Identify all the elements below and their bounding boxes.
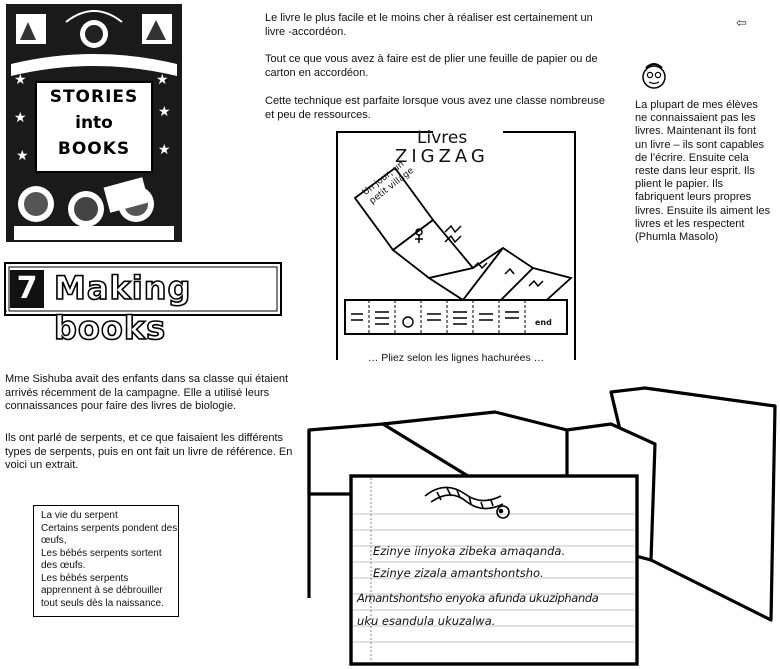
chapter-banner	[4, 262, 282, 347]
teacher-quote: La plupart de mes élèves ne connaissaient pas les livres. Maintenant ils font un livre – ils sont capables de l’écrire. Ensuite cela reste dans leur esprit. Ils plient le papier. Ils fabriquent leurs propres livres. Ensuite ils aiment les livres et les respectent (Phumla Masolo)	[635, 99, 771, 244]
intro-paragraph-3: Cette technique est parfaite lorsque vous avez une classe nombreuse et peu de ressources.	[265, 95, 605, 121]
excerpt-line-4: Les bébés serpents apprennent à se débrouiller tout seuls dès la naissance.	[41, 572, 164, 609]
notebook-line-3: Amantshontsho enyoka afunda ukuziphanda	[357, 591, 599, 605]
zigzag-title-line1: Livres	[417, 128, 468, 148]
zigzag-cover-text: Un jour, un petit village	[361, 159, 416, 207]
back-arrow-icon[interactable]: ⇦	[736, 16, 747, 31]
accordion-book-drawing	[305, 384, 777, 666]
excerpt-box	[33, 505, 179, 617]
svg-text:★: ★	[16, 148, 29, 164]
svg-text:★: ★	[156, 72, 169, 88]
excerpt-line-3: Les bébés serpents sortent des œufs.	[41, 547, 162, 571]
notebook-line-2: Ezinye zizala amantshontsho.	[373, 566, 544, 580]
cover-title-line1: STORIES	[49, 87, 139, 107]
cover-title-line2: into	[75, 113, 113, 133]
zigzag-strip-label: end	[535, 318, 552, 327]
excerpt-title: La vie du serpent	[41, 510, 118, 521]
caption-dots-left: …	[367, 352, 382, 364]
zigzag-caption: Pliez selon les lignes hachurées	[381, 352, 531, 364]
zigzag-title-line2: ZIGZAG	[395, 146, 489, 167]
teacher-face-icon	[640, 60, 668, 90]
chapter-number: 7	[16, 271, 38, 306]
intro-paragraph-1: Le livre le plus facile et le moins cher à réaliser est certainement un livre -accordéon.	[265, 12, 593, 38]
caption-dots-right: …	[530, 352, 545, 364]
intro-paragraph-2: Tout ce que vous avez à faire est de plier une feuille de papier ou de carton en accordéon.	[265, 53, 598, 79]
zigzag-caption-row	[345, 352, 567, 365]
svg-text:★: ★	[14, 72, 27, 88]
svg-text:★: ★	[158, 104, 171, 120]
body-paragraph-2: Ils ont parlé de serpents, et ce que faisaient les différents types de serpents, puis en ont fait un livre de référence. En voici un extrait.	[5, 432, 293, 471]
excerpt-line-2: Certains serpents pondent des œufs,	[41, 522, 178, 546]
notebook-line-4: uku esandula ukuzalwa.	[357, 614, 496, 628]
notebook-line-1: Ezinye iinyoka zibeka amaqanda.	[373, 544, 566, 558]
cover-title-line3: BOOKS	[57, 139, 131, 159]
svg-text:★: ★	[158, 142, 171, 158]
chapter-title: Making books	[54, 269, 192, 347]
stories-into-books-cover	[6, 4, 182, 242]
body-paragraph-1: Mme Sishuba avait des enfants dans sa classe qui étaient arrivés récemment de la campagne. Elle a utilisé leurs connaissances pour faire des livres de biologie.	[5, 373, 289, 412]
zigzag-book-illustration	[333, 128, 579, 368]
svg-text:★: ★	[14, 110, 27, 126]
